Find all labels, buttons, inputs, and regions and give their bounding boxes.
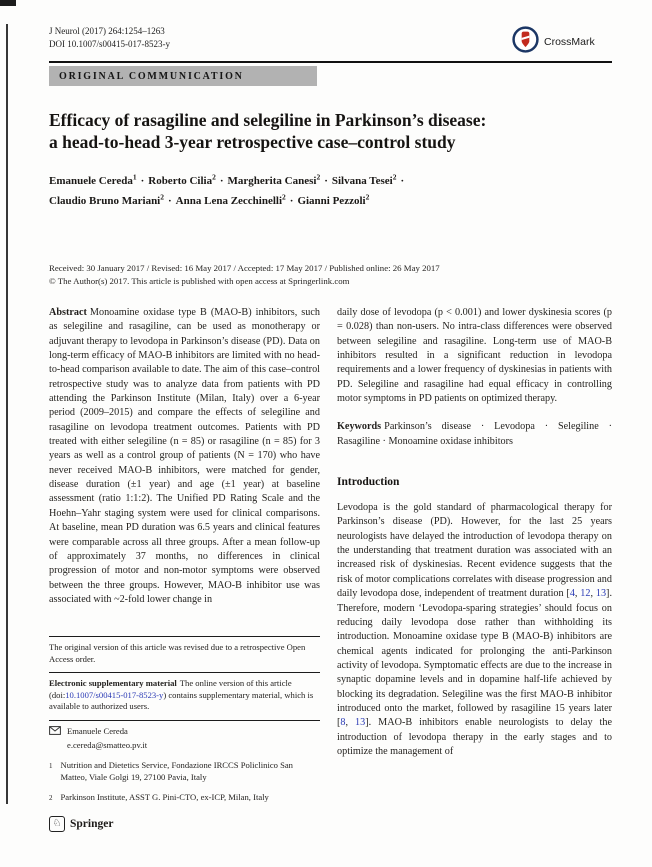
affiliation-text: Nutrition and Dietetics Service, Fondazione IRCCS Policlinico San Matteo, Viale Golgi 19, 27100 Pavia, Italy <box>60 760 293 782</box>
scan-corner-artifact <box>0 0 16 6</box>
left-column <box>49 306 320 607</box>
introduction-heading: Introduction <box>337 476 400 489</box>
corresponding-author-name: Emanuele Cereda <box>67 725 128 736</box>
title-line-2: a head-to-head 3-year retrospective case–control study <box>49 131 456 152</box>
footnote-rule <box>49 636 320 637</box>
springer-horse-icon: ♘ <box>49 816 65 832</box>
citation-link[interactable]: 12 <box>580 588 591 600</box>
right-column <box>337 306 612 759</box>
abstract-paragraph <box>49 306 320 607</box>
keywords-text: Parkinson’s disease · Levodopa · Selegiline · Rasagiline · Monoamine oxidase inhibitors <box>337 421 612 447</box>
citation-link[interactable]: 4 <box>569 588 575 600</box>
crossmark-icon <box>512 26 539 58</box>
affiliation-text: Parkinson Institute, ASST G. Pini-CTO, ex-ICP, Milan, Italy <box>60 792 269 803</box>
esm-label: Electronic supplementary material <box>49 678 177 689</box>
abstract-label: Abstract <box>49 307 87 318</box>
author-separator: · <box>168 194 172 207</box>
copyright-line: © The Author(s) 2017. This article is published with open access at Springerlink.com <box>49 275 350 286</box>
doi-line: DOI 10.1007/s00415-017-8523-y <box>49 39 170 49</box>
crossmark-label: CrossMark <box>544 36 595 48</box>
title-line-1: Efficacy of rasagiline and selegiline in Parkinson’s disease: <box>49 110 487 130</box>
author: Anna Lena Zecchinelli$^2$ <box>175 192 286 207</box>
header-rule <box>49 61 612 63</box>
author-separator: · <box>289 194 294 207</box>
footnote-rule <box>49 720 320 721</box>
keywords-label: Keywords <box>337 421 382 433</box>
keywords-paragraph <box>337 420 612 449</box>
affiliation-number: 2 <box>49 794 53 803</box>
publication-history <box>49 262 440 287</box>
affiliation-1 <box>49 760 320 783</box>
author-separator: · <box>400 174 405 187</box>
abstract-continuation: daily dose of levodopa (p < 0.001) and lower dyskinesia scores (p = 0.028) than non-users. No intra-class differences were observed between selegiline and rasagiline. Long-term use of MAO-B inhibitors resulted in a significant reduction in levodopa requirements and a lower frequency of dyskinesias in patients with PD. Selegiline and rasagiline had equal efficacy in controlling motor symptoms in PD patients on optimized therapy. <box>337 307 612 405</box>
author: Silvana Tesei$^2$ <box>331 172 397 187</box>
scan-edge-artifact <box>6 24 8 804</box>
affiliation-number: 1 <box>49 762 53 771</box>
citation-link[interactable]: 13 <box>595 588 607 600</box>
citation-link[interactable]: 8 <box>340 717 346 729</box>
author: Claudio Bruno Mariani$^2$ <box>49 192 164 207</box>
author-separator: · <box>140 174 145 187</box>
footnote-block <box>49 636 320 804</box>
page-title <box>49 110 486 153</box>
envelope-icon <box>49 726 61 739</box>
revision-note: The original version of this article was revised due to a retrospective Open Access order. <box>49 642 306 664</box>
author-row-2 <box>49 189 408 209</box>
article-type-banner: ORIGINAL COMMUNICATION <box>49 66 317 86</box>
journal-reference <box>49 25 170 51</box>
publisher-footer <box>49 816 113 832</box>
correspondence <box>49 726 320 739</box>
author-row-1 <box>49 169 408 189</box>
journal-citation: J Neurol (2017) 264:1254–1263 <box>49 26 165 36</box>
author: Roberto Cilia$^2$ <box>148 172 216 187</box>
affiliation-2 <box>49 792 320 804</box>
crossmark-badge[interactable] <box>512 26 595 58</box>
corresponding-author-email[interactable]: e.cereda@smatteo.pv.it <box>67 739 148 750</box>
author-separator: · <box>219 174 224 187</box>
author: Emanuele Cereda$^1$ <box>49 172 137 187</box>
citation-link[interactable]: 13 <box>355 717 366 729</box>
publisher-name: Springer <box>70 818 114 830</box>
author-separator: · <box>324 174 328 187</box>
abstract-text-left: Monoamine oxidase type B (MAO-B) inhibitors, such as selegiline and rasagiline, can be used as monotherapy or adjuvant therapy to levodopa in Parkinson’s disease (PD). Data on long-term efficacy of MAO-B inhibitors are limited with no head-to-head comparison available to date. The aim of this case–control retrospective study was to analyze data from patients with PD attending the Parkinson Institute (Milan, Italy) over a 6-year period (2009–2015) and compare the effects of selegiline and rasagiline on levodopa treatment outcomes. Patients with PD treated with either selegiline (n = 85) or rasagiline (n = 85) for 3 years as well as a control group of patients (N = 170) who have never received MAO-B inhibitors, were matched for gender, disease duration (±1 year) and age (±1 year) at baseline assessment (ratio 1:1:2). The Unified PD Rating Scale and the Hoehn–Yahr staging system were used for clinical comparisons. At baseline, mean PD duration was 6.5 years and clinical features were comparable across all three groups. After a mean follow-up of approximately 37 months, no differences in clinical progression of motor and non-motor symptoms were observed between the three groups. However, MAO-B inhibitor use was associated with ~2-fold lower change in <box>49 307 320 605</box>
footnote-rule <box>49 672 320 673</box>
received-revised-accepted-line: Received: 30 January 2017 / Revised: 16 May 2017 / Accepted: 17 May 2017 / Published online: 26 May 2017 <box>49 263 440 273</box>
author-list <box>49 169 408 209</box>
author: Gianni Pezzoli$^2$ <box>297 192 370 207</box>
supplementary-doi-link[interactable]: 10.1007/s00415-017-8523-y <box>65 689 164 700</box>
author: Margherita Canesi$^2$ <box>227 172 321 187</box>
introduction-paragraph: Levodopa is the gold standard of pharmacological therapy for Parkinson’s disease (PD). However, for the last 25 years neurologists have delayed the introduction of levodopa therapy on the understanding that treatment duration was associated with an increased risk of dyskinesias. Recent evidence suggests that the risk of motor complications correlates with disease progression and daily levodopa dose, independent of treatment duration [4, 12, 13]. Therefore, modern ‘Levodopa-sparing strategies’ should focus on reducing daily levodopa dose rather than withholding its introduction. Monoamine oxidase type B (MAO-B) inhibitors are chemical agents indicated for prolonging the anti-Parkinson activity of levodopa. Symptomatic effects are due to the increase in synaptic dopamine levels and in dopamine half-life achieved by blocking its degradation. Selegiline was the first MAO-B inhibitor introduced onto the market, followed by rasagiline 15 years later [8, 13]. MAO-B inhibitors enable neurologists to delay the introduction of levodopa therapy in the early stages and to optimize the management of <box>337 502 612 757</box>
supplementary-material-note: Electronic supplementary material The online version of this article (doi:10.1007/s00415-017-8523-y) contains supplementary material, which is available to authorized users. <box>49 678 314 712</box>
